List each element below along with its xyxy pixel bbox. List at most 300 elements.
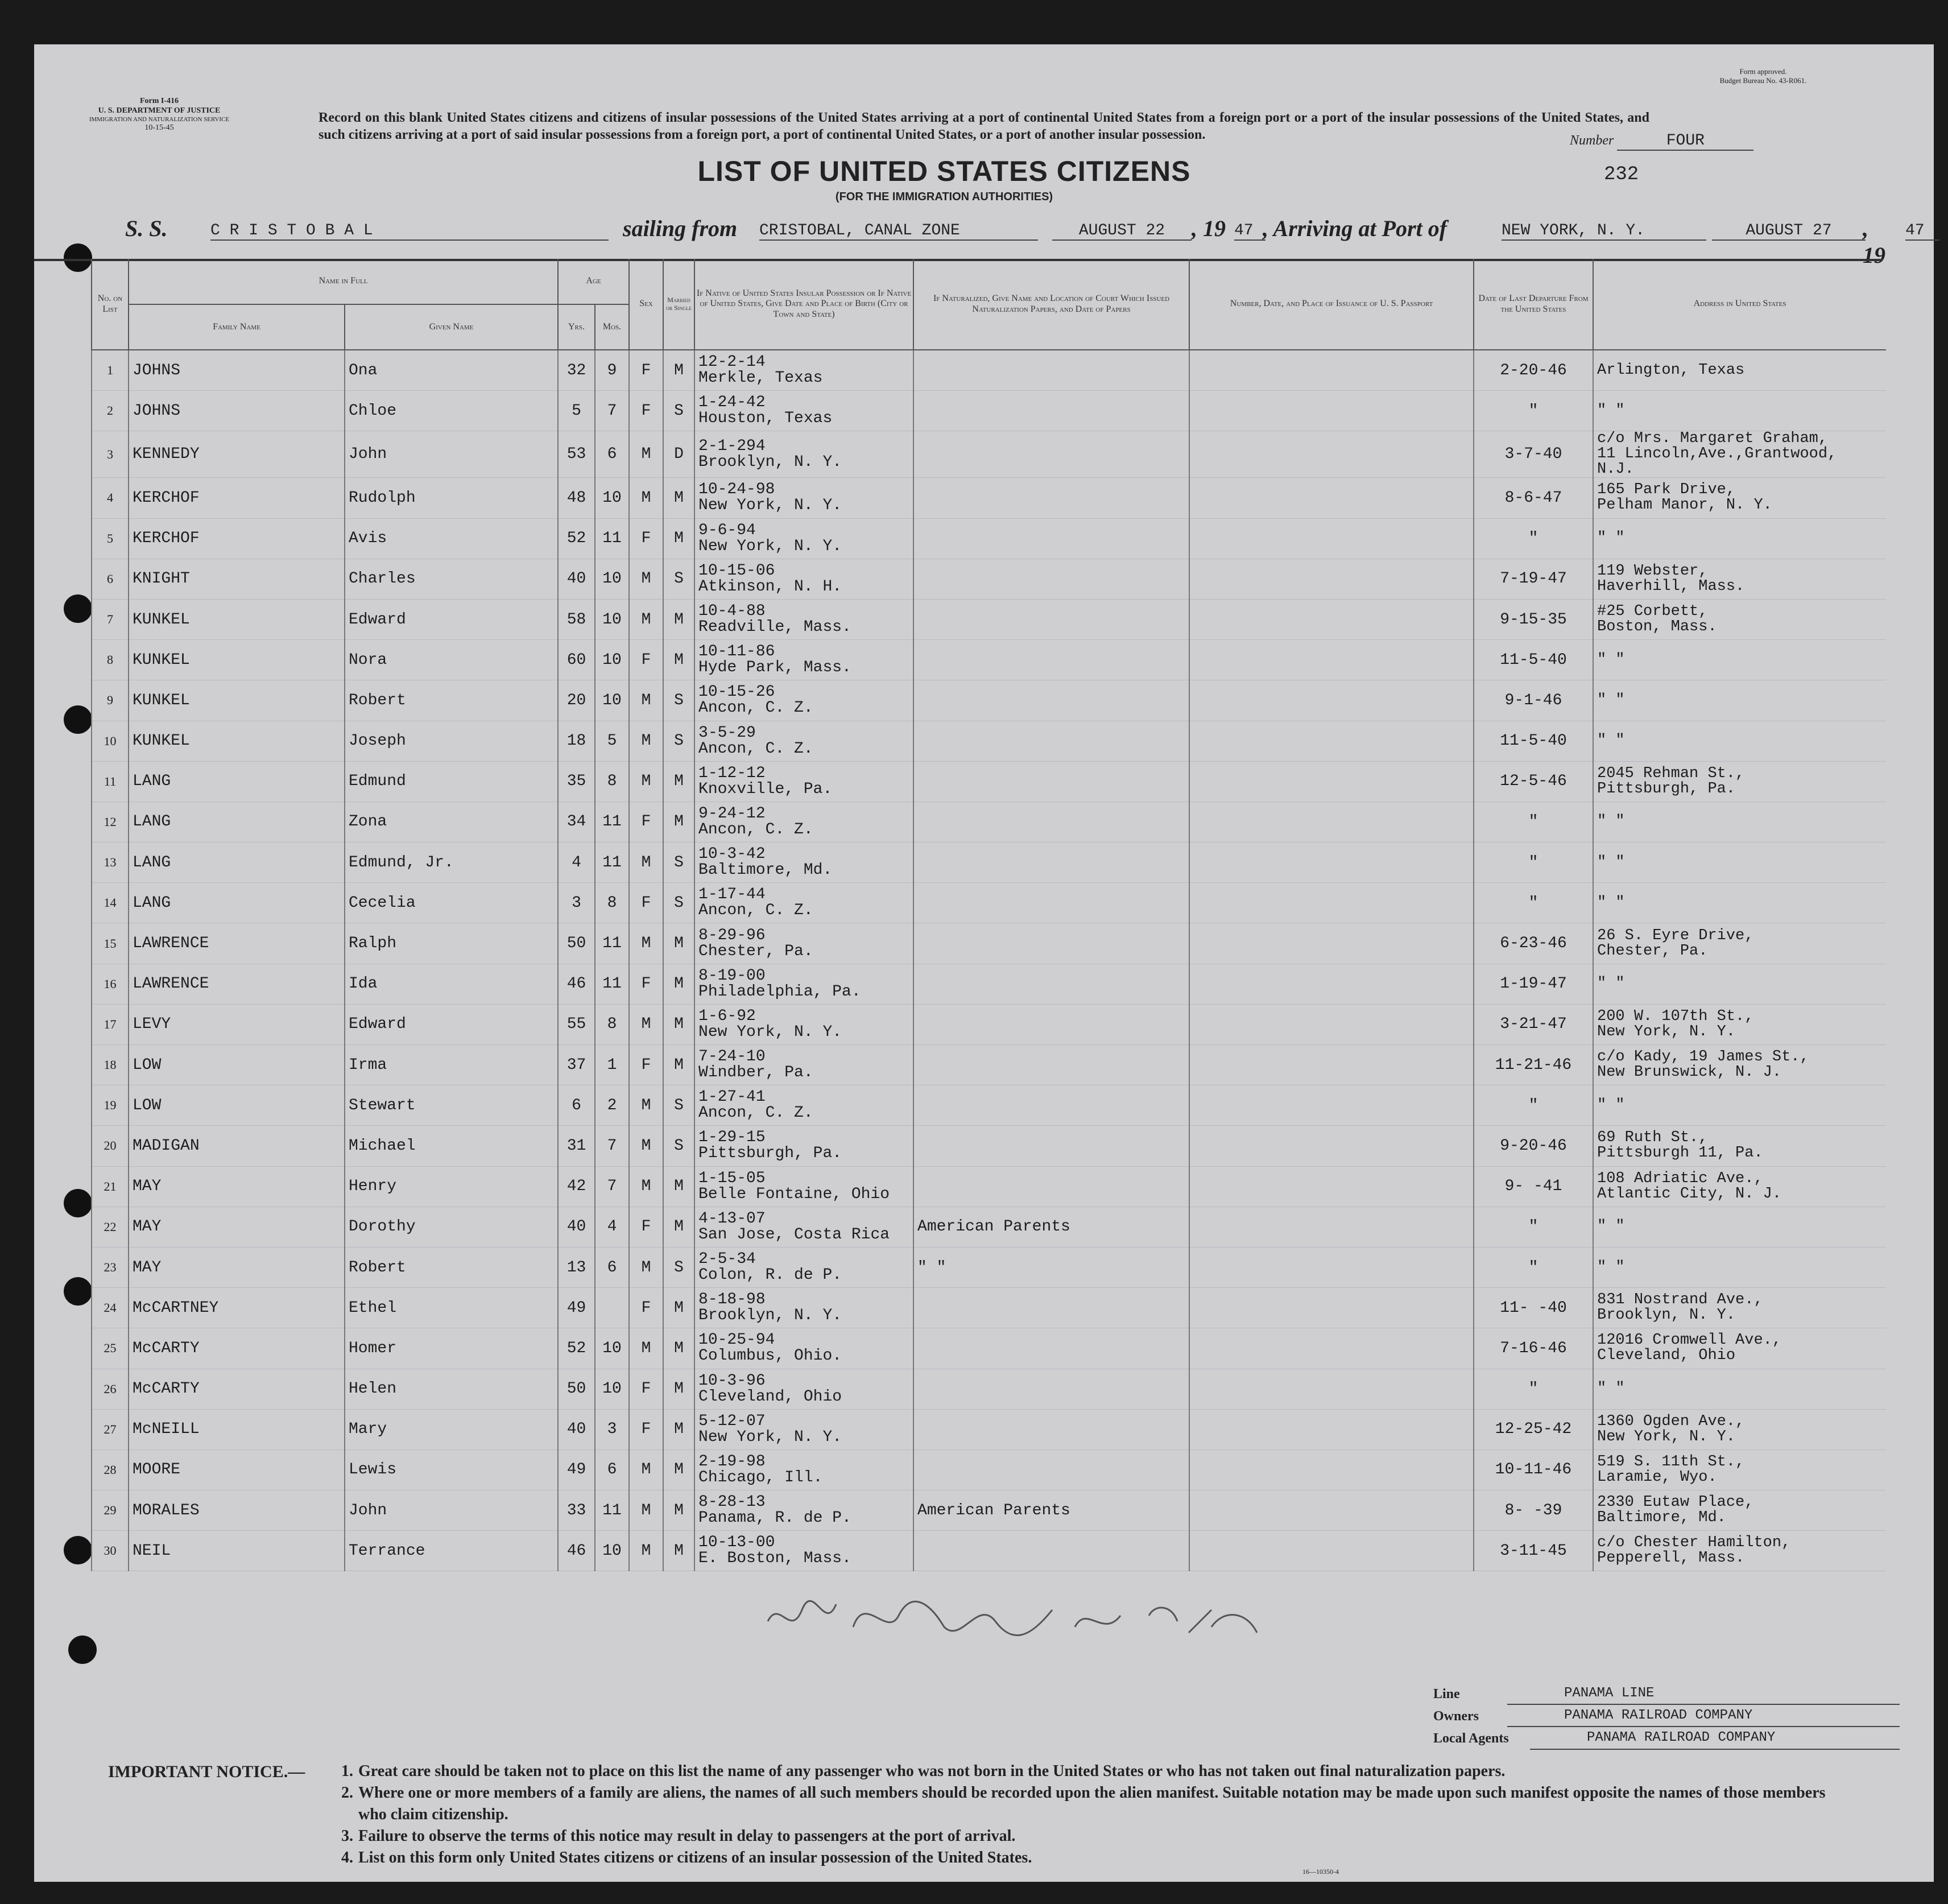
row-number: 29	[92, 1490, 129, 1531]
marital-status: S	[663, 842, 694, 883]
family-name: LEVY	[129, 1004, 345, 1044]
age-months: 6	[595, 1449, 629, 1490]
passport	[1189, 761, 1474, 802]
age-months: 10	[595, 599, 629, 639]
last-departure: "	[1474, 1207, 1593, 1247]
family-name: LANG	[129, 802, 345, 842]
age-months: 11	[595, 802, 629, 842]
birth-place: Pittsburgh, Pa.	[698, 1145, 842, 1163]
marital-status: M	[663, 1004, 694, 1044]
birth-place: Brooklyn, N. Y.	[698, 453, 842, 471]
family-name: LANG	[129, 883, 345, 923]
address-line-1: 2045 Rehman St.,	[1597, 765, 1745, 782]
department-name: U. S. DEPARTMENT OF JUSTICE	[98, 106, 221, 115]
row-number: 6	[92, 559, 129, 599]
row-number: 18	[92, 1045, 129, 1085]
row-number: 8	[92, 640, 129, 680]
birth-info	[694, 1247, 913, 1287]
address-line-2: Pittsburgh, Pa.	[1597, 780, 1736, 798]
passenger-row	[92, 802, 1886, 842]
arrival-year-prefix: , 19	[1863, 216, 1885, 268]
last-departure: 12-25-42	[1474, 1409, 1593, 1449]
address-line-1: " "	[1597, 651, 1625, 668]
marital-status: M	[663, 350, 694, 391]
given-name: Michael	[345, 1126, 558, 1166]
us-address	[1593, 1449, 1886, 1490]
signature-scribble	[756, 1587, 1268, 1650]
birth-date: 1-29-15	[698, 1129, 766, 1147]
passenger-row	[92, 842, 1886, 883]
birth-info	[694, 1409, 913, 1449]
header-age: Age	[558, 259, 629, 304]
sex: F	[629, 802, 663, 842]
birth-date: 3-5-29	[698, 724, 756, 742]
last-departure: "	[1474, 883, 1593, 923]
passport	[1189, 883, 1474, 923]
age-months: 10	[595, 559, 629, 599]
age-years: 52	[558, 1328, 595, 1369]
last-departure: "	[1474, 842, 1593, 883]
last-departure: 7-16-46	[1474, 1328, 1593, 1369]
passenger-row	[92, 518, 1886, 559]
marital-status: S	[663, 1126, 694, 1166]
passenger-row	[92, 1085, 1886, 1126]
address-line-2: Atlantic City, N. J.	[1597, 1185, 1782, 1203]
passport	[1189, 1207, 1474, 1247]
given-name: John	[345, 431, 558, 478]
birth-info	[694, 802, 913, 842]
age-months: 11	[595, 1490, 629, 1531]
address-line-2: Laramie, Wyo.	[1597, 1468, 1717, 1486]
address-line-1: " "	[1597, 975, 1625, 993]
marital-status: M	[663, 1328, 694, 1369]
sex: M	[629, 1328, 663, 1369]
given-name: Edmund, Jr.	[345, 842, 558, 883]
ship-name: C R I S T O B A L	[210, 222, 609, 241]
us-address	[1593, 518, 1886, 559]
passenger-row	[92, 1045, 1886, 1085]
sex: M	[629, 559, 663, 599]
us-address	[1593, 802, 1886, 842]
marital-status: M	[663, 599, 694, 639]
sex: M	[629, 431, 663, 478]
us-address	[1593, 478, 1886, 518]
owners-row	[1433, 1705, 1900, 1727]
family-name: MAY	[129, 1207, 345, 1247]
birth-date: 5-12-07	[698, 1412, 766, 1430]
passenger-row	[92, 599, 1886, 639]
sex: M	[629, 1126, 663, 1166]
birth-info	[694, 964, 913, 1004]
sex: M	[629, 1449, 663, 1490]
age-years: 52	[558, 518, 595, 559]
passenger-row	[92, 1166, 1886, 1207]
naturalization	[913, 761, 1189, 802]
birth-info	[694, 923, 913, 964]
row-number: 14	[92, 883, 129, 923]
sex: F	[629, 391, 663, 431]
birth-place: Philadelphia, Pa.	[698, 982, 861, 1001]
birth-date: 10-3-96	[698, 1372, 766, 1390]
naturalization	[913, 1409, 1189, 1449]
row-number: 3	[92, 431, 129, 478]
row-number: 11	[92, 761, 129, 802]
row-number: 12	[92, 802, 129, 842]
family-name: KERCHOF	[129, 478, 345, 518]
last-departure: 10-11-46	[1474, 1449, 1593, 1490]
passport	[1189, 1449, 1474, 1490]
naturalization: " "	[913, 1247, 1189, 1287]
us-address	[1593, 1126, 1886, 1166]
address-line-1: 165 Park Drive,	[1597, 481, 1736, 499]
notice-list	[108, 1761, 1843, 1869]
naturalization	[913, 559, 1189, 599]
age-months: 11	[595, 923, 629, 964]
passport	[1189, 1531, 1474, 1571]
passenger-row	[92, 761, 1886, 802]
us-address	[1593, 883, 1886, 923]
passenger-rows	[92, 350, 1886, 1571]
header-no: No. on List	[92, 259, 129, 350]
form-approval	[1684, 67, 1843, 85]
naturalization	[913, 842, 1189, 883]
age-months: 6	[595, 1247, 629, 1287]
address-line-1: 119 Webster,	[1597, 562, 1708, 580]
naturalization	[913, 680, 1189, 721]
us-address	[1593, 1207, 1886, 1247]
birth-info	[694, 1004, 913, 1044]
passenger-row	[92, 559, 1886, 599]
age-months: 1	[595, 1045, 629, 1085]
punch-hole	[64, 705, 92, 734]
us-address	[1593, 761, 1886, 802]
age-months: 6	[595, 431, 629, 478]
passport	[1189, 559, 1474, 599]
marital-status: M	[663, 923, 694, 964]
line-label: Line	[1433, 1687, 1460, 1701]
birth-place: Atkinson, N. H.	[698, 577, 842, 596]
age-months: 2	[595, 1085, 629, 1126]
age-months: 5	[595, 721, 629, 761]
last-departure: 7-19-47	[1474, 559, 1593, 599]
birth-info	[694, 1449, 913, 1490]
sex: M	[629, 478, 663, 518]
notice-text: List on this form only United States citizens or citizens of an insular possession of the United States.	[358, 1849, 1032, 1867]
sex: F	[629, 1409, 663, 1449]
naturalization	[913, 1166, 1189, 1207]
address-line-2: Baltimore, Md.	[1597, 1509, 1726, 1527]
birth-info	[694, 1490, 913, 1531]
us-address	[1593, 721, 1886, 761]
address-line-2: 11 Lincoln,Ave.,Grantwood, N.J.	[1597, 445, 1837, 478]
family-name: KENNEDY	[129, 431, 345, 478]
age-months	[595, 1288, 629, 1328]
row-number: 20	[92, 1126, 129, 1166]
print-code: 16—10350-4	[1302, 1868, 1339, 1876]
sex: F	[629, 1045, 663, 1085]
birth-place: New York, N. Y.	[698, 537, 842, 555]
sex: F	[629, 1288, 663, 1328]
us-address	[1593, 431, 1886, 478]
sex: F	[629, 1369, 663, 1409]
family-name: LOW	[129, 1045, 345, 1085]
passport	[1189, 842, 1474, 883]
passenger-row	[92, 1409, 1886, 1449]
birth-place: Ancon, C. Z.	[698, 699, 813, 717]
passport	[1189, 478, 1474, 518]
given-name: Dorothy	[345, 1207, 558, 1247]
naturalization	[913, 1126, 1189, 1166]
notice-item: 3. Failure to observe the terms of this notice may result in delay to passengers at the port of arrival.	[341, 1827, 1016, 1845]
passenger-row	[92, 1328, 1886, 1369]
carrier-block	[1433, 1683, 1900, 1750]
age-months: 10	[595, 1328, 629, 1369]
given-name: Joseph	[345, 721, 558, 761]
passport	[1189, 1004, 1474, 1044]
birth-date: 8-28-13	[698, 1493, 766, 1511]
family-name: McCARTY	[129, 1369, 345, 1409]
birth-place: New York, N. Y.	[698, 1023, 842, 1041]
row-number: 21	[92, 1166, 129, 1207]
age-months: 8	[595, 883, 629, 923]
row-number: 10	[92, 721, 129, 761]
passport	[1189, 721, 1474, 761]
marital-status: S	[663, 883, 694, 923]
us-address	[1593, 1166, 1886, 1207]
sex: M	[629, 761, 663, 802]
birth-info	[694, 761, 913, 802]
manifest-table-container	[91, 259, 1885, 1667]
age-months: 10	[595, 1369, 629, 1409]
departure-year: 47	[1234, 222, 1265, 241]
age-years: 48	[558, 478, 595, 518]
sex: M	[629, 1490, 663, 1531]
birth-date: 8-18-98	[698, 1291, 766, 1309]
age-months: 8	[595, 1004, 629, 1044]
address-line-1: " "	[1597, 530, 1625, 547]
naturalization	[913, 1288, 1189, 1328]
naturalization	[913, 431, 1189, 478]
birth-date: 10-4-88	[698, 602, 766, 621]
birth-place: Belle Fontaine, Ohio	[698, 1185, 890, 1203]
birth-info	[694, 518, 913, 559]
given-name: Nora	[345, 640, 558, 680]
marital-status: M	[663, 1531, 694, 1571]
address-line-1: #25 Corbett,	[1597, 603, 1708, 621]
address-line-1: 69 Ruth St.,	[1597, 1129, 1708, 1147]
marital-status: M	[663, 640, 694, 680]
us-address	[1593, 391, 1886, 431]
birth-info	[694, 1126, 913, 1166]
sex: M	[629, 599, 663, 639]
marital-status: S	[663, 391, 694, 431]
given-name: Lewis	[345, 1449, 558, 1490]
address-line-1: " "	[1597, 732, 1625, 750]
naturalization	[913, 518, 1189, 559]
birth-place: Merkle, Texas	[698, 369, 823, 387]
service-name: IMMIGRATION AND NATURALIZATION SERVICE	[89, 115, 230, 123]
given-name: Robert	[345, 1247, 558, 1287]
last-departure: 9-1-46	[1474, 680, 1593, 721]
passenger-row	[92, 431, 1886, 478]
last-departure: 9- -41	[1474, 1166, 1593, 1207]
address-line-1: " "	[1597, 1218, 1625, 1236]
age-years: 53	[558, 431, 595, 478]
sex: F	[629, 964, 663, 1004]
us-address	[1593, 842, 1886, 883]
address-line-1: c/o Chester Hamilton,	[1597, 1534, 1791, 1552]
form-identifier	[68, 97, 250, 133]
age-months: 10	[595, 1531, 629, 1571]
marital-status: M	[663, 1288, 694, 1328]
last-departure: 6-23-46	[1474, 923, 1593, 964]
family-name: LAWRENCE	[129, 923, 345, 964]
given-name: Zona	[345, 802, 558, 842]
row-number: 9	[92, 680, 129, 721]
birth-info	[694, 350, 913, 391]
header-naturalized: If Naturalized, Give Name and Location of Court Which Issued Naturalization Papers, and Date of Papers	[913, 259, 1189, 350]
given-name: Homer	[345, 1328, 558, 1369]
marital-status: D	[663, 431, 694, 478]
arrival-year: 47	[1905, 222, 1939, 241]
passport	[1189, 1288, 1474, 1328]
header-passport: Number, Date, and Place of Issuance of U. S. Passport	[1189, 259, 1474, 350]
passport	[1189, 802, 1474, 842]
age-years: 46	[558, 1531, 595, 1571]
sex: M	[629, 1004, 663, 1044]
address-line-1: " "	[1597, 1258, 1625, 1276]
marital-status: S	[663, 721, 694, 761]
address-line-2: Brooklyn, N. Y.	[1597, 1307, 1736, 1324]
passenger-row	[92, 964, 1886, 1004]
family-name: LANG	[129, 761, 345, 802]
birth-date: 8-29-96	[698, 926, 766, 944]
header-given-name: Given Name	[345, 304, 558, 350]
birth-place: Brooklyn, N. Y.	[698, 1307, 842, 1325]
row-number: 7	[92, 599, 129, 639]
last-departure: 8- -39	[1474, 1490, 1593, 1531]
notice-heading: IMPORTANT NOTICE.—	[108, 1762, 305, 1781]
sex: M	[629, 842, 663, 883]
passenger-row	[92, 680, 1886, 721]
birth-date: 10-25-94	[698, 1331, 775, 1349]
family-name: NEIL	[129, 1531, 345, 1571]
given-name: Ethel	[345, 1288, 558, 1328]
header-departure: Date of Last Departure From the United States	[1474, 259, 1593, 350]
sex: M	[629, 680, 663, 721]
birth-info	[694, 1288, 913, 1328]
sex: M	[629, 1166, 663, 1207]
marital-status: M	[663, 1166, 694, 1207]
address-line-2: Boston, Mass.	[1597, 618, 1717, 636]
birth-place: New York, N. Y.	[698, 497, 842, 515]
owners-label: Owners	[1433, 1709, 1479, 1724]
passport	[1189, 1490, 1474, 1531]
family-name: KERCHOF	[129, 518, 345, 559]
naturalization	[913, 1369, 1189, 1409]
last-departure: 11- -40	[1474, 1288, 1593, 1328]
birth-date: 7-24-10	[698, 1048, 766, 1066]
address-line-2: Pittsburgh 11, Pa.	[1597, 1145, 1763, 1162]
age-months: 9	[595, 350, 629, 391]
last-departure: "	[1474, 1247, 1593, 1287]
last-departure: "	[1474, 391, 1593, 431]
page-title: LIST OF UNITED STATES CITIZENS	[697, 155, 1191, 187]
birth-date: 1-12-12	[698, 764, 766, 782]
marital-status: S	[663, 680, 694, 721]
marital-status: S	[663, 1085, 694, 1126]
sex: M	[629, 1085, 663, 1126]
last-departure: 9-20-46	[1474, 1126, 1593, 1166]
age-months: 7	[595, 1166, 629, 1207]
notice-item: 1. Great care should be taken not to place on this list the name of any passenger who was not born in the United States or who has not taken out final naturalization papers.	[341, 1762, 1506, 1780]
age-months: 10	[595, 640, 629, 680]
address-line-1: " "	[1597, 1380, 1625, 1398]
passenger-row	[92, 391, 1886, 431]
address-line-2: Cleveland, Ohio	[1597, 1347, 1736, 1365]
row-number: 27	[92, 1409, 129, 1449]
sex: F	[629, 350, 663, 391]
us-address	[1593, 1328, 1886, 1369]
punch-hole	[64, 1189, 92, 1217]
family-name: KUNKEL	[129, 599, 345, 639]
birth-place: San Jose, Costa Rica	[698, 1225, 890, 1244]
marital-status: M	[663, 1409, 694, 1449]
age-years: 55	[558, 1004, 595, 1044]
marital-status: M	[663, 1207, 694, 1247]
list-number	[1570, 132, 1753, 151]
passport	[1189, 680, 1474, 721]
birth-date: 1-17-44	[698, 886, 766, 904]
arrival-port: NEW YORK, N. Y.	[1502, 222, 1706, 241]
address-line-1: " "	[1597, 1096, 1625, 1114]
birth-date: 10-24-98	[698, 481, 775, 499]
us-address	[1593, 1409, 1886, 1449]
age-years: 40	[558, 559, 595, 599]
given-name: Mary	[345, 1409, 558, 1449]
given-name: Charles	[345, 559, 558, 599]
passenger-row	[92, 1490, 1886, 1531]
marital-status: M	[663, 1045, 694, 1085]
family-name: LANG	[129, 842, 345, 883]
birth-info	[694, 478, 913, 518]
address-line-2: New Brunswick, N. J.	[1597, 1064, 1782, 1081]
us-address	[1593, 1045, 1886, 1085]
given-name: Avis	[345, 518, 558, 559]
address-line-2: Pelham Manor, N. Y.	[1597, 497, 1772, 514]
last-departure: "	[1474, 1369, 1593, 1409]
passenger-row	[92, 1449, 1886, 1490]
family-name: McCARTY	[129, 1328, 345, 1369]
naturalization	[913, 478, 1189, 518]
age-years: 46	[558, 964, 595, 1004]
last-departure: 1-19-47	[1474, 964, 1593, 1004]
age-years: 3	[558, 883, 595, 923]
notice-text: Failure to observe the terms of this notice may result in delay to passengers at the port of arrival.	[358, 1827, 1016, 1845]
ss-label: S. S.	[125, 216, 168, 241]
birth-place: Windber, Pa.	[698, 1064, 813, 1082]
family-name: McNEILL	[129, 1409, 345, 1449]
passport	[1189, 1085, 1474, 1126]
marital-status: M	[663, 1369, 694, 1409]
birth-info	[694, 599, 913, 639]
row-number: 19	[92, 1085, 129, 1126]
given-name: Ona	[345, 350, 558, 391]
naturalization	[913, 1531, 1189, 1571]
sailing-label: sailing from	[623, 216, 738, 241]
given-name: Robert	[345, 680, 558, 721]
line-value: PANAMA LINE	[1507, 1683, 1900, 1705]
